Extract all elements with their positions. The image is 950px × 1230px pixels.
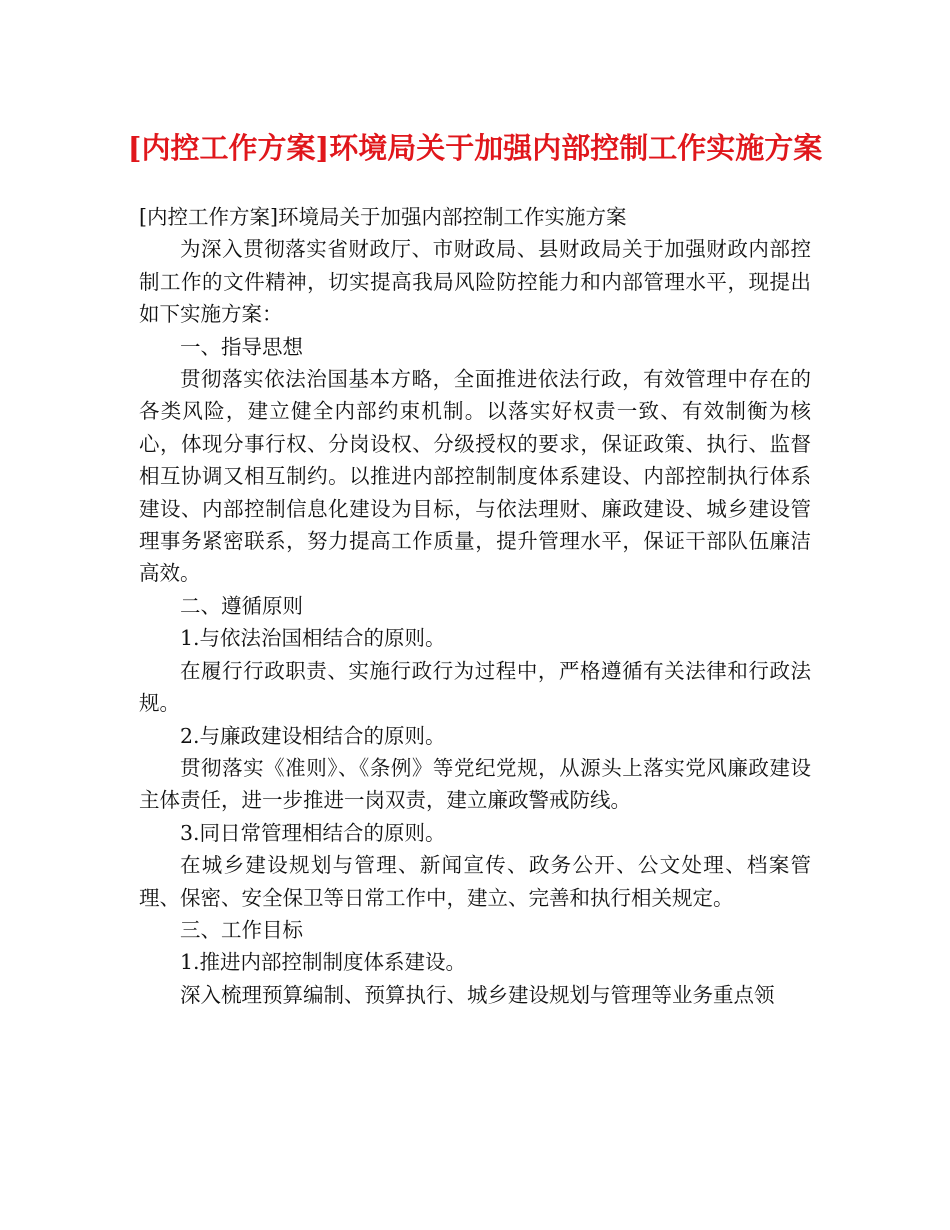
section-heading: 一、指导思想 — [180, 334, 303, 359]
subsection-heading: 2.与廉政建设相结合的原则。 — [180, 723, 446, 748]
document-title: [内控工作方案]环境局关于加强内部控制工作实施方案 — [127, 131, 823, 165]
document-body — [139, 201, 811, 1011]
paragraph: 在城乡建设规划与管理、新闻宣传、政务公开、公文处理、档案管理、保密、安全保卫等日常工作中，建立、完善和执行相关规定。 — [139, 853, 811, 910]
subsection-heading: 3.同日常管理相结合的原则。 — [180, 820, 446, 845]
subsection-heading: 1.推进内部控制制度体系建设。 — [180, 950, 467, 975]
paragraph: 深入梳理预算编制、预算执行、城乡建设规划与管理等业务重点领 — [180, 982, 775, 1007]
section-heading: 二、遵循原则 — [180, 593, 303, 618]
paragraph: [内控工作方案]环境局关于加强内部控制工作实施方案 — [139, 205, 627, 229]
section-heading: 三、工作目标 — [180, 917, 303, 942]
paragraph: 贯彻落实《准则》、《条例》等党纪党规，从源头上落实党风廉政建设主体责任，进一步推进一岗双责，建立廉政警戒防线。 — [139, 755, 811, 813]
paragraph: 为深入贯彻落实省财政厅、市财政局、县财政局关于加强财政内部控制工作的文件精神，切实提高我局风险防控能力和内部管理水平，现提出如下实施方案： — [139, 237, 811, 327]
paragraph: 贯彻落实依法治国基本方略，全面推进依法行政，有效管理中存在的各类风险，建立健全内部约束机制。以落实好权责一致、有效制衡为核心，体现分事行权、分岗设权、分级授权的要求，保证政策、执行、监督相互协调又相互制约。以推进内部控制制度体系建设、内部控制执行体系建设、内部控制信息化建设为目标，与依法理财、廉政建设、城乡建设管理事务紧密联系，努力提高工作质量，提升管理水平，保证干部队伍廉洁高效。 — [139, 367, 811, 586]
subsection-heading: 1.与依法治国相结合的原则。 — [180, 626, 446, 651]
paragraph: 在履行行政职责、实施行政行为过程中，严格遵循有关法律和行政法规。 — [139, 658, 811, 716]
